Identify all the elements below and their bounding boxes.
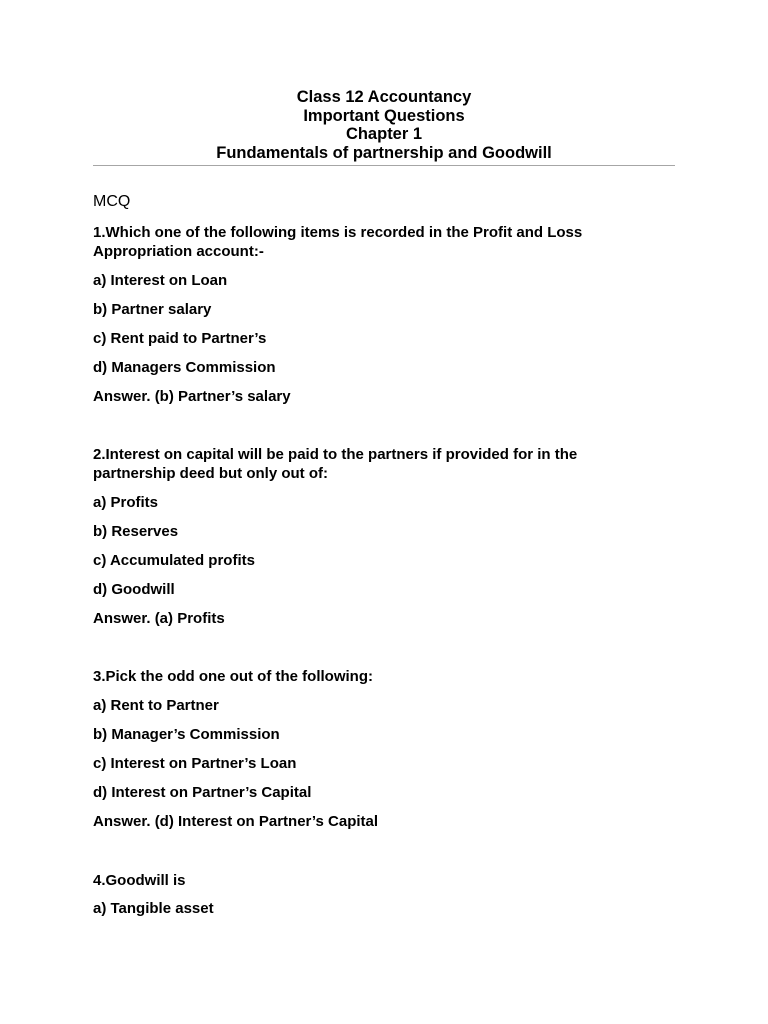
question-1-option-c: c) Rent paid to Partner’s (93, 330, 267, 347)
question-3-text: 3.Pick the odd one out of the following: (93, 668, 373, 685)
question-1-option-b: b) Partner salary (93, 301, 212, 318)
header-divider (93, 165, 675, 166)
question-2-option-a: a) Profits (93, 494, 159, 511)
question-2-option-b: b) Reserves (93, 523, 179, 540)
header-chapter-title: Fundamentals of partnership and Goodwill (216, 143, 552, 162)
question-4-option-a: a) Tangible asset (93, 900, 214, 917)
question-3-option-d: d) Interest on Partner’s Capital (93, 784, 312, 801)
header-subtitle: Important Questions (303, 106, 465, 125)
question-2-option-d: d) Goodwill (93, 581, 175, 598)
section-label-mcq: MCQ (93, 193, 131, 210)
question-3-answer: Answer. (d) Interest on Partner’s Capital (93, 813, 379, 830)
question-1-option-d: d) Managers Commission (93, 359, 276, 376)
header-title: Class 12 Accountancy (296, 88, 472, 106)
question-2-answer: Answer. (a) Profits (93, 610, 225, 627)
question-2-text: 2.Interest on capital will be paid to the partners if provided for in the partnership deed but only out of: (93, 446, 578, 482)
question-2-option-c: c) Accumulated profits (93, 552, 255, 569)
question-3-option-a: a) Rent to Partner (93, 697, 219, 714)
question-4-text: 4.Goodwill is (93, 872, 186, 889)
header-chapter: Chapter 1 (345, 125, 423, 144)
question-1-text: 1.Which one of the following items is recorded in the Profit and Loss Appropriation account:- (93, 224, 583, 260)
question-3-option-b: b) Manager’s Commission (93, 726, 280, 743)
question-3-option-c: c) Interest on Partner’s Loan (93, 755, 297, 772)
question-1-option-a: a) Interest on Loan (93, 272, 228, 289)
question-1-answer: Answer. (b) Partner’s salary (93, 388, 291, 405)
document-header (93, 88, 675, 162)
